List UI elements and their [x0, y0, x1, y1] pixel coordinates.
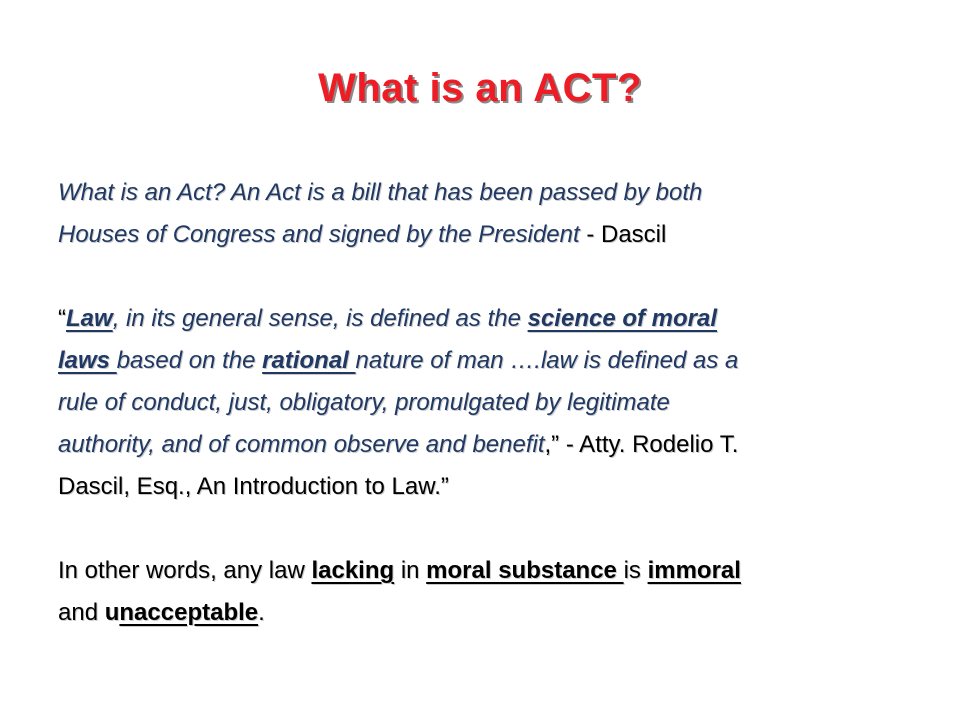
open-quote: “ — [58, 305, 66, 332]
quote-line-3 — [58, 382, 918, 424]
quote-line-1 — [58, 298, 918, 340]
term-law: Law — [66, 305, 113, 332]
conclusion-text: and — [58, 599, 105, 626]
conclusion-text: In other words, any law — [58, 557, 312, 584]
spacer — [58, 508, 918, 550]
definition-line-1 — [58, 172, 918, 214]
term-unacceptable: nacceptable — [119, 599, 259, 626]
term-rational: rational — [262, 347, 356, 374]
quote-line-2 — [58, 340, 918, 382]
quote-text: rule of conduct, just, obligatory, promulgated by legitimate — [58, 389, 670, 416]
conclusion-text: is — [623, 557, 648, 584]
quote-text: , in its general sense, is defined as the — [112, 305, 528, 332]
term-science-of-moral: science of moral — [527, 305, 718, 332]
quote-source: Dascil, Esq., An Introduction to Law.” — [58, 473, 449, 500]
quote-attribution: ,” - Atty. Rodelio T. — [544, 431, 739, 458]
term-unacceptable-first: u — [104, 599, 120, 626]
spacer — [58, 256, 918, 298]
quote-line-5 — [58, 466, 918, 508]
conclusion-line-2 — [58, 592, 918, 634]
term-lacking: lacking — [311, 557, 395, 584]
term-laws: laws — [58, 347, 117, 374]
term-immoral: immoral — [647, 557, 741, 584]
quote-line-4 — [58, 424, 918, 466]
slide-body — [58, 172, 918, 634]
definition-text-cont: Houses of Congress and signed by the President — [58, 221, 580, 248]
definition-text: What is an Act? An Act is a bill that has been passed by both — [58, 179, 703, 206]
conclusion-line-1 — [58, 550, 918, 592]
slide-title: What is an ACT? — [318, 66, 642, 110]
quote-text: authority, and of common observe and benefit — [58, 431, 545, 458]
quote-text: based on the — [116, 347, 263, 374]
quote-text: nature of man ….law is defined as a — [355, 347, 739, 374]
definition-line-2 — [58, 214, 918, 256]
term-moral-substance: moral substance — [426, 557, 624, 584]
conclusion-text: in — [394, 557, 427, 584]
definition-attribution: - Dascil — [579, 221, 667, 248]
conclusion-period: . — [258, 599, 265, 626]
